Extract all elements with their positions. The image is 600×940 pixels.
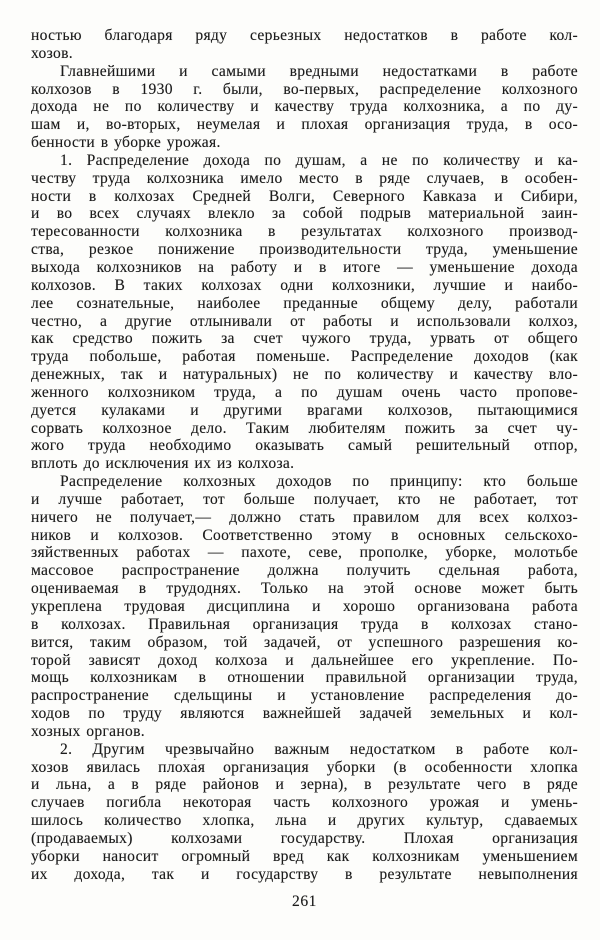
text-line: тересованности колхозника в результатах колхозного производ- — [31, 223, 578, 241]
text-line: жого труда необходимо оказывать самый решительный отпор, — [31, 437, 578, 455]
page-number: 261 — [292, 893, 317, 910]
text-line: дохода не по количеству и качеству труда колхозника, а по ду- — [31, 98, 578, 116]
text-line: выхода колхозников на работу и в итоге — уменьшение дохода — [31, 258, 578, 276]
text-line: укреплена трудовая дисциплина и хорошо организована работа — [31, 598, 578, 615]
text-line: оцениваемая в трудоднях. Только на этой основе может быть — [31, 580, 578, 598]
text-line: честно, а другие отлынивали от работы и использовали колхоз, — [31, 312, 578, 330]
text-line: ничего не получает,— должно стать правилом для всех колхоз- — [31, 508, 578, 526]
text-line: сорвать колхозное дело. Таким любителям пожить за счет чу- — [31, 419, 578, 437]
text-line: случаев погибла некоторая часть колхозного урожая и умень- — [31, 794, 578, 812]
page-text — [31, 27, 578, 884]
text-line: зяйственных работах — пахоте, севе, прополке, уборке, молотьбе — [31, 544, 578, 562]
text-line: лее сознательные, наиболее преданные общему делу, работали — [31, 294, 578, 312]
text-line: колхозов. В таких колхозах одни колхозники, лучшие и наибо- — [31, 276, 578, 294]
text-line: ности в колхозах Средней Волги, Северного Кавказа и Сибири, — [31, 187, 578, 205]
text-line: честву труда колхозника имело место в ряде случаев, в особен- — [31, 169, 578, 187]
paragraph — [31, 741, 578, 884]
text-line: Распределение колхозных доходов по принципу: кто больше — [60, 473, 578, 491]
paragraph — [31, 63, 578, 152]
text-line: хозов. — [31, 44, 73, 62]
text-line: и льна, а в ряде районов и зерна), в результате чего в ряде — [31, 776, 578, 794]
text-line: шам и, во-вторых, неумелая и плохая организация труда, в осо- — [31, 116, 578, 134]
text-line: ностью благодаря ряду серьезных недостатков в работе кол- — [31, 27, 578, 44]
paragraph — [31, 473, 578, 741]
text-line: (продаваемых) колхозами государству. Плохая организация — [31, 829, 578, 847]
text-line: денежных, так и натуральных) не по количеству и качеству вло- — [31, 366, 578, 384]
text-line: распространение сдельщины и установление распределения до- — [31, 687, 578, 705]
text-line: ников и колхозов. Соответственно этому в основных сельскохо- — [31, 526, 578, 544]
text-line: дуется кулаками и другими врагами колхозов, пытающимися — [31, 401, 578, 419]
text-line: мощь колхозникам в отношении правильной организации труда, — [31, 669, 578, 687]
paragraph — [31, 27, 578, 63]
text-line: бенности в уборке урожая. — [31, 134, 221, 152]
text-line: шилось количество хлопка, льна и других культур, сдаваемых — [31, 812, 578, 830]
text-line: вплоть до исключения их из колхоза. — [31, 455, 295, 473]
paragraph — [31, 152, 578, 473]
text-line: женного колхозником труда, а по душам очень часто пропове- — [31, 383, 578, 401]
text-line: и во всех случаях влекло за собой подрыв материальной заин- — [31, 205, 578, 223]
text-line: 1. Распределение дохода по душам, а не по количеству и ка- — [60, 151, 578, 169]
text-line: вится, таким образом, той задачей, от успешного разрешения ко- — [31, 633, 578, 651]
text-line: 2. Другим чрезвычайно важным недостатком в работе кол- — [60, 740, 578, 758]
text-line: ства, резкое понижение производительности труда, уменьшение — [31, 241, 578, 259]
text-line: как средство пожить за счет чужого труда, урвать от общего — [31, 330, 578, 348]
text-line: и лучше работает, тот больше получает, кто не работает, тот — [31, 490, 578, 508]
text-line: ходов по труду являются важнейшей задачей земельных и кол- — [31, 705, 578, 723]
text-line: торой зависят доход колхоза и дальнейшее его укрепление. По- — [31, 651, 578, 669]
text-line: колхозов в 1930 г. были, во-первых, распределение колхозного — [31, 80, 578, 98]
text-line: хозных органов. — [31, 722, 145, 740]
text-line: труда побольше, работая поменьше. Распределение доходов (как — [31, 348, 578, 366]
text-line: Главнейшими и самыми вредными недостатками в работе — [60, 62, 578, 80]
text-line: хозов явилась плоха́я организация уборки (в особенности хлопка — [31, 758, 578, 776]
text-line: уборки наносит огромный вред как колхозникам уменьшением — [31, 847, 578, 865]
text-line: их дохода, так и государству в результате невыполнения — [31, 865, 578, 883]
text-line: в колхозах. Правильная организация труда в колхозах стано- — [31, 615, 578, 633]
text-line: массовое распространение должна получить сдельная работа, — [31, 562, 578, 580]
